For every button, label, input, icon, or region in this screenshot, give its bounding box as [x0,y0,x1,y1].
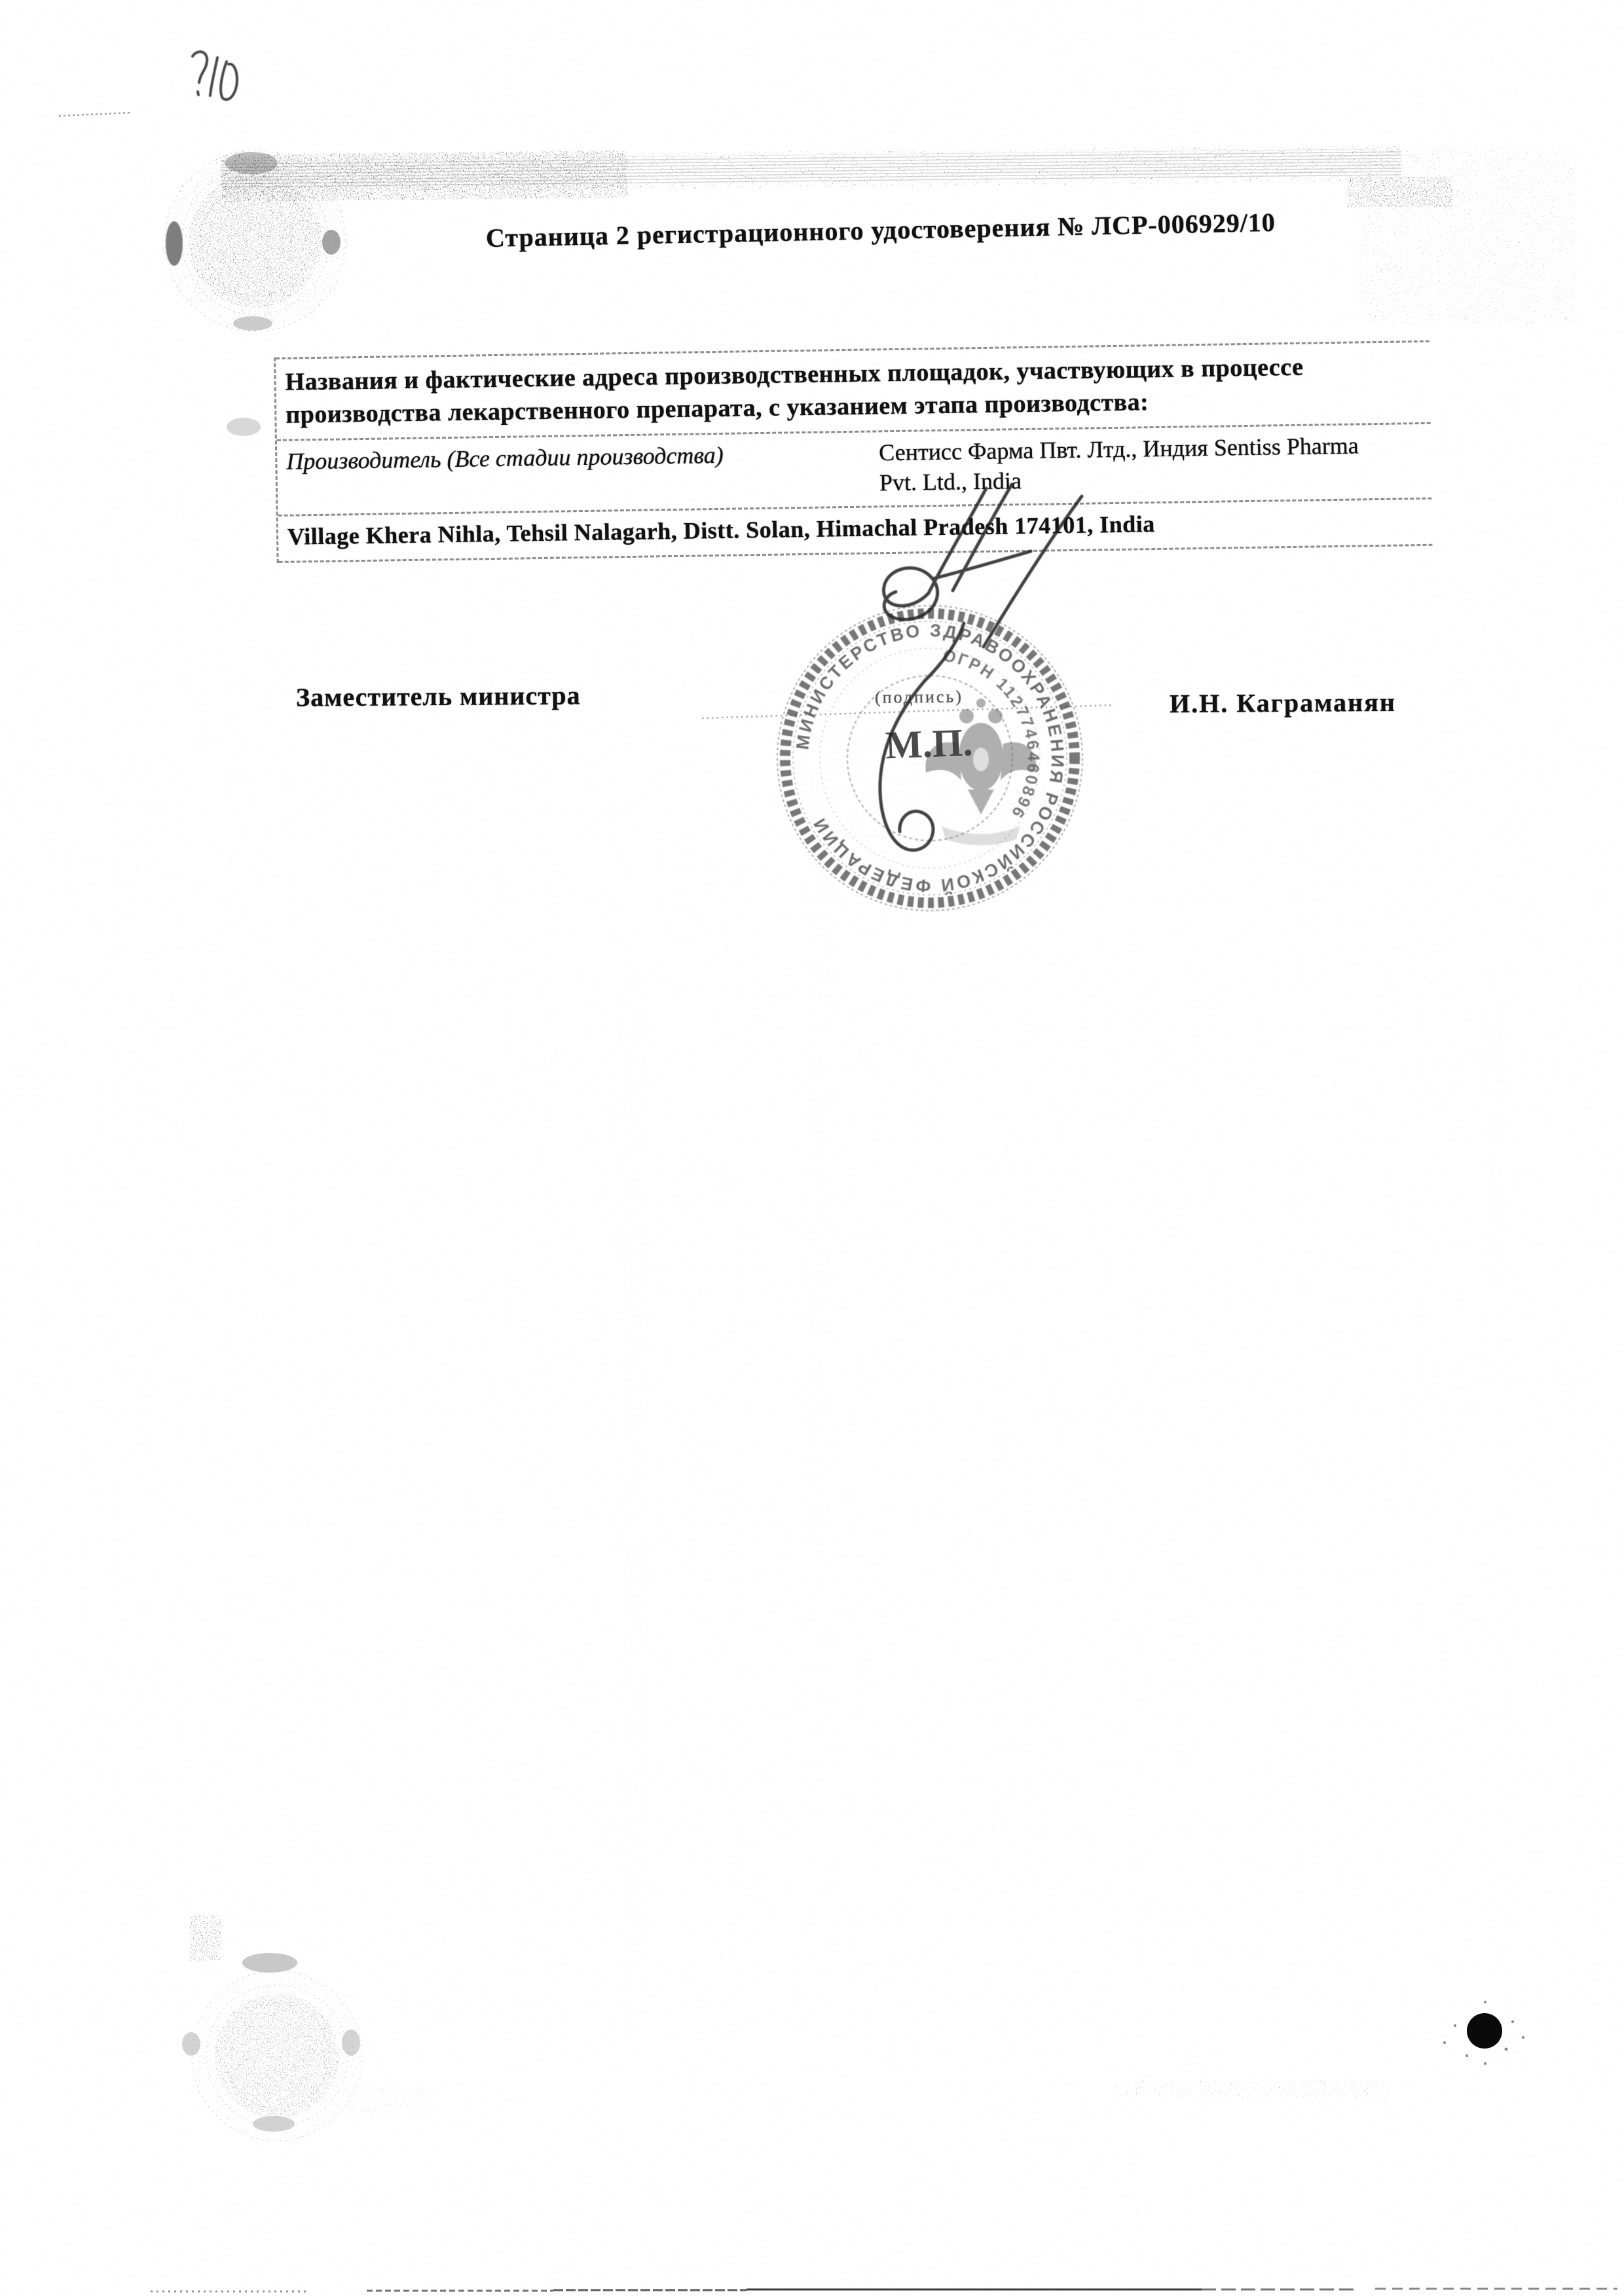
bottom-left-rosette-ornament [182,1915,432,2142]
top-right-ornament-remnant [1348,147,1575,324]
hole-punch-dot [1443,2001,1524,2065]
signature-caption: (подпись) [874,687,964,707]
table-header-line2: производства лекарственного препарата, с указанием этапа производства: [285,388,1149,429]
vertical-scan-streaks [621,759,1501,1990]
bottom-right-speck-strip [1113,2081,1388,2098]
handwriting-mark [193,52,237,100]
bottom-scan-line [151,2289,1617,2291]
production-sites-table [274,340,1432,563]
table-address-row: Village Khera Nihla, Tehsil Nalagarh, Distt. Solan, Himachal Pradesh 174101, India [278,498,1433,563]
table-header-line1: Названия и фактические адреса производственных площадок, участвующих в процессе [285,353,1304,396]
place-of-seal-mark: М.П. [884,720,974,767]
pencil-dash-mark [59,113,132,116]
producer-name-line1: Сентисс Фарма Пвт. Лтд., Индия Sentiss Pharma [878,432,1359,466]
signer-name: И.Н. Каграманян [1169,687,1396,719]
page-title: Страница 2 регистрационного удостоверения № ЛСР-006929/10 [485,207,1276,253]
stamp-ogrn-text: ОГРН 1127746460896 [941,646,1043,823]
signer-position-title: Заместитель министра [295,680,581,712]
producer-name-line2: Pvt. Ltd., India [879,467,1022,496]
producer-role-cell: Производитель (Все стадии производства) [286,441,724,475]
producer-name-cell [879,429,1422,498]
stamp-outer-ring-text: МИНИСТЕРСТВО ЗДРАВООХРАНЕНИЯ РОССИЙСКОЙ ФЕДЕРАЦИИ [792,620,1068,896]
top-border-ornament-band [221,142,1402,202]
